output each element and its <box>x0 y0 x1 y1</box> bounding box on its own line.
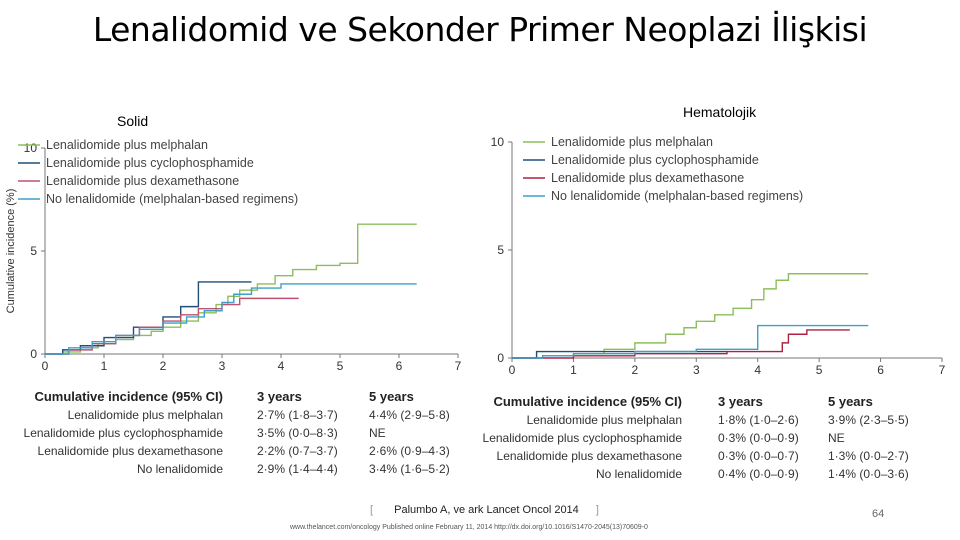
table-header-3y: 3 years <box>257 389 302 404</box>
series-line-1 <box>512 274 868 358</box>
table-row <box>5 442 469 460</box>
y-tick-label: 5 <box>30 244 37 258</box>
row-5y: 4·4% (2·9–5·8) <box>369 408 450 422</box>
row-3y: 0·3% (0·0–0·9) <box>718 431 799 445</box>
x-tick-label: 1 <box>570 363 577 377</box>
citation-text: Palumbo A, ve ark Lancet Oncol 2014 <box>394 504 579 516</box>
row-5y: 1·3% (0·0–2·7) <box>828 449 909 463</box>
row-5y: 3·4% (1·6–5·2) <box>369 462 450 476</box>
x-tick-label: 0 <box>41 359 49 373</box>
x-tick-label: 3 <box>692 363 700 377</box>
row-5y: NE <box>828 431 845 445</box>
row-label: No lenalidomide <box>595 467 682 481</box>
table-header-label: Cumulative incidence (95% CI) <box>34 389 223 404</box>
table-row <box>5 460 469 478</box>
row-5y: 3·9% (2·3–5·5) <box>828 413 909 427</box>
x-tick-label: 5 <box>336 359 344 373</box>
x-tick-label: 6 <box>877 363 884 377</box>
row-label: No lenalidomide <box>136 462 223 476</box>
table-row <box>466 411 909 429</box>
row-5y: NE <box>369 426 386 440</box>
series-line-2 <box>45 282 252 354</box>
hematologic-incidence-chart <box>475 130 955 385</box>
x-tick-label: 4 <box>754 363 762 377</box>
row-5y: 1·4% (0·0–3·6) <box>828 467 909 481</box>
hematologic-incidence-table <box>466 393 909 483</box>
legend-entry: Lenalidomide plus dexamethasone <box>551 171 745 185</box>
x-tick-label: 7 <box>454 359 462 373</box>
table-row <box>5 424 469 442</box>
legend-entry: No lenalidomide (melphalan-based regimens) <box>46 192 299 206</box>
row-label: Lenalidomide plus melphalan <box>526 413 682 427</box>
row-3y: 2·9% (1·4–4·4) <box>257 462 338 476</box>
y-tick-label: 0 <box>30 347 37 361</box>
y-axis-label: Cumulative incidence (%) <box>5 188 17 314</box>
citation <box>370 504 599 516</box>
row-3y: 0·3% (0·0–0·7) <box>718 449 799 463</box>
panel-label-hematologic: Hematolojik <box>683 104 757 120</box>
row-3y: 1·8% (1·0–2·6) <box>718 413 799 427</box>
y-tick-label: 10 <box>490 135 504 149</box>
x-tick-label: 7 <box>938 363 946 377</box>
table-header <box>466 393 909 411</box>
legend-entry: Lenalidomide plus cyclophosphamide <box>551 153 759 167</box>
table-row <box>466 447 909 465</box>
x-tick-label: 0 <box>508 363 516 377</box>
series-line-1 <box>45 224 417 354</box>
table-row <box>466 429 909 447</box>
row-label: Lenalidomide plus melphalan <box>67 408 223 422</box>
legend-entry: Lenalidomide plus melphalan <box>551 135 713 149</box>
series-line-2 <box>512 352 727 358</box>
row-label: Lenalidomide plus dexamethasone <box>496 449 682 463</box>
solid-incidence-chart <box>0 135 470 380</box>
legend-entry: Lenalidomide plus melphalan <box>46 138 208 152</box>
x-tick-label: 2 <box>159 359 167 373</box>
page-number: 64 <box>872 508 885 520</box>
x-tick-label: 5 <box>815 363 823 377</box>
row-5y: 2·6% (0·9–4·3) <box>369 444 450 458</box>
y-tick-label: 10 <box>23 141 37 155</box>
table-row <box>466 465 909 483</box>
x-tick-label: 2 <box>631 363 639 377</box>
row-3y: 0·4% (0·0–0·9) <box>718 467 799 481</box>
source-url-line: www.thelancet.com/oncology Published online February 11, 2014 http://dx.doi.org/10.1016/S1470-2045(13)70609-0 <box>290 524 648 531</box>
row-3y: 3·5% (0·0–8·3) <box>257 426 338 440</box>
legend-entry: No lenalidomide (melphalan-based regimens) <box>551 189 804 203</box>
table-header-5y: 5 years <box>369 389 414 404</box>
panel-label-solid: Solid <box>117 113 149 129</box>
table-header <box>5 388 469 406</box>
x-tick-label: 6 <box>395 359 403 373</box>
row-label: Lenalidomide plus cyclophosphamide <box>482 431 682 445</box>
row-3y: 2·2% (0·7–3·7) <box>257 444 338 458</box>
legend <box>18 138 298 206</box>
table-header-5y: 5 years <box>828 394 873 409</box>
x-tick-label: 3 <box>218 359 226 373</box>
row-label: Lenalidomide plus cyclophosphamide <box>23 426 223 440</box>
x-tick-label: 4 <box>277 359 285 373</box>
legend-entry: Lenalidomide plus cyclophosphamide <box>46 156 254 170</box>
y-tick-label: 0 <box>497 351 504 365</box>
x-tick-label: 1 <box>100 359 108 373</box>
row-label: Lenalidomide plus dexamethasone <box>37 444 223 458</box>
y-tick-label: 5 <box>497 243 504 257</box>
table-header-3y: 3 years <box>718 394 763 409</box>
slide-title: Lenalidomid ve Sekonder Primer Neoplazi İlişkisi <box>92 10 868 49</box>
legend <box>523 135 803 203</box>
solid-incidence-table <box>5 388 469 478</box>
table-row <box>5 406 469 424</box>
legend-entry: Lenalidomide plus dexamethasone <box>46 174 240 188</box>
row-3y: 2·7% (1·8–3·7) <box>257 408 338 422</box>
table-header-label: Cumulative incidence (95% CI) <box>493 394 682 409</box>
citation-open-bracket: [ <box>370 504 374 516</box>
citation-close-bracket: ] <box>595 504 599 516</box>
